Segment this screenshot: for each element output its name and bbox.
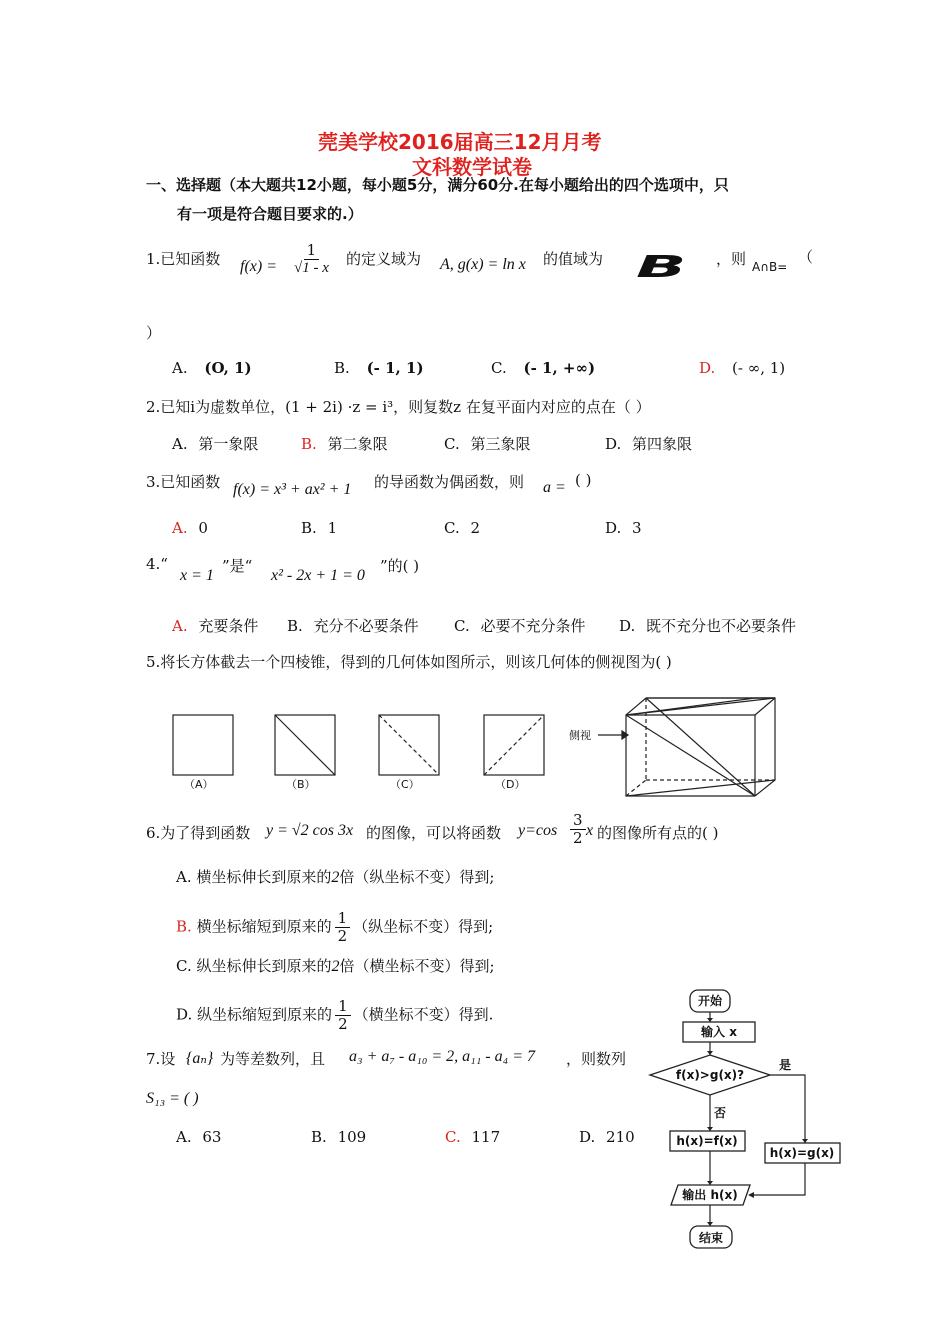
- flow-arrow: [750, 1163, 805, 1195]
- option-value: 第三象限: [470, 435, 531, 453]
- q6-option-d[interactable]: [176, 998, 493, 1033]
- option-value: 3: [632, 519, 642, 537]
- option-d-dashed-diagonal: [484, 715, 544, 775]
- option-value: 2: [470, 519, 481, 537]
- flow-no-branch-label: h(x)=f(x): [676, 1134, 738, 1148]
- option-value: 1: [327, 519, 338, 537]
- option-value: 210: [606, 1128, 635, 1146]
- option-text: 纵坐标伸长到原来的: [196, 957, 332, 975]
- option-value: (- 1, +∞): [523, 359, 596, 377]
- q4-option-a[interactable]: [172, 615, 258, 636]
- option-c-dashed-diagonal: [379, 715, 439, 775]
- q6-stem-a: 6.为了得到函数: [146, 824, 251, 842]
- option-label: A.: [176, 1128, 192, 1146]
- option-label: D.: [699, 359, 716, 377]
- q1-option-d[interactable]: [699, 359, 785, 377]
- option-a-square: [173, 715, 233, 775]
- q4-x2: x² - 2x + 1 = 0: [271, 567, 365, 584]
- q4-x1: x = 1: [180, 567, 214, 584]
- flow-start-label: 开始: [697, 994, 723, 1008]
- option-text: 横坐标缩短到原来的: [196, 917, 332, 936]
- q6-stem-b: 的图像，可以将函数: [366, 824, 502, 842]
- frac-num: 3: [570, 812, 586, 830]
- option-value: 63: [202, 1128, 222, 1146]
- q5-label-b: （B）: [286, 778, 316, 791]
- q7-option-a[interactable]: [176, 1128, 221, 1146]
- option-label: C.: [444, 435, 460, 453]
- arrow-head-icon: [622, 731, 628, 739]
- q7-option-d[interactable]: [579, 1128, 635, 1146]
- flow-no-label: 否: [713, 1106, 727, 1120]
- option-label: D.: [605, 435, 622, 453]
- cut-line: [646, 698, 755, 796]
- option-value: 既不充分也不必要条件: [646, 617, 797, 635]
- option-label: A.: [172, 519, 188, 537]
- option-value: 第二象限: [327, 435, 388, 453]
- frac-den: 2: [338, 1015, 348, 1033]
- option-value: (- ∞, 1): [732, 359, 786, 377]
- option-label: C.: [454, 617, 470, 635]
- q1-stem-d: ，则: [716, 250, 747, 268]
- q5-stem: 5.将长方体截去一个四棱锥，得到的几何体如图所示，则该几何体的侧视图为( ): [146, 653, 672, 671]
- flow-end-label: 结束: [698, 1231, 724, 1245]
- section-header-line1: 一、选择题（本大题共12小题，每小题5分，满分60分.在每小题给出的四个选项中，只: [146, 176, 729, 194]
- option-value: 必要不充分条件: [480, 617, 586, 635]
- q1-big-b-image: B: [636, 250, 687, 285]
- q3-option-d[interactable]: [605, 519, 642, 537]
- q6-option-a[interactable]: [176, 866, 494, 887]
- option-text: 倍（横坐标不变）得到;: [339, 957, 495, 975]
- option-label: D.: [176, 1005, 193, 1024]
- option-b-diagonal: [275, 715, 335, 775]
- q7-expr: a₃ + a₇ - a₁₀ = 2, a₁₁ - a₄ = 7: [349, 1048, 535, 1065]
- q5-label-c: （C）: [390, 778, 420, 791]
- q1-f-lhs: f(x) =: [240, 258, 277, 275]
- option-value: (- 1, 1): [366, 359, 424, 377]
- q1-frac-num: 1: [304, 242, 320, 260]
- q2-option-b[interactable]: [301, 433, 388, 454]
- option-number: 2: [331, 869, 340, 886]
- option-label: D.: [619, 617, 636, 635]
- q5-label-a: （A）: [184, 778, 214, 791]
- flow-decision-label: f(x)>g(x)?: [675, 1068, 745, 1082]
- q3-option-a[interactable]: [172, 519, 208, 537]
- q6-option-b[interactable]: [176, 910, 493, 945]
- cuboid-edge: [755, 698, 775, 715]
- q6-expr2: y=cos: [518, 822, 558, 839]
- option-number: 2: [331, 958, 340, 975]
- q7-stem-a: 7.设: [146, 1050, 176, 1068]
- option-text: 倍（纵坐标不变）得到;: [339, 868, 495, 886]
- q1-fraction: [294, 242, 329, 277]
- q2-option-d[interactable]: [605, 433, 692, 454]
- q5-side-view-label: 侧视: [569, 729, 591, 742]
- q4-stem-c: ”的( ): [380, 557, 420, 575]
- exam-subtitle: 文科数学试卷: [412, 155, 532, 179]
- option-label: B.: [301, 435, 317, 453]
- flow-output-label: 输出 h(x): [682, 1188, 738, 1202]
- q7-option-c[interactable]: [445, 1128, 500, 1146]
- q6-frac: [570, 812, 586, 847]
- option-value: 109: [337, 1128, 367, 1146]
- q6-expr2b: x: [586, 822, 594, 839]
- option-label: A.: [172, 435, 188, 453]
- cut-line: [626, 715, 755, 796]
- option-label: B.: [176, 917, 192, 936]
- option-label: B.: [301, 519, 317, 537]
- option-label: C.: [444, 519, 460, 537]
- flow-yes-branch-label: h(x)=g(x): [769, 1146, 835, 1160]
- option-label: D.: [605, 519, 622, 537]
- option-text: 纵坐标缩短到原来的: [197, 1005, 333, 1024]
- option-label: A.: [176, 868, 192, 886]
- q1-option-b[interactable]: [334, 359, 424, 377]
- q7-s13: S₁₃ = ( ): [146, 1090, 199, 1107]
- q4-stem-a: 4.“: [146, 555, 168, 573]
- option-label: B.: [311, 1128, 327, 1146]
- q2-stem: 2.已知i为虚数单位，(1 + 2i) ·z = i³，则复数z 在复平面内对应的点在（ ）: [146, 398, 651, 416]
- frac-num: 1: [335, 998, 351, 1016]
- flowchart: [640, 985, 850, 1255]
- option-value: 117: [471, 1128, 501, 1146]
- q3-option-c[interactable]: [444, 519, 480, 537]
- q6-expr1: y = √2 cos 3x: [266, 822, 354, 839]
- option-label: B.: [287, 617, 303, 635]
- frac-den: 2: [573, 829, 583, 847]
- option-value: 充要条件: [198, 617, 259, 635]
- q7-stem-c: ，则数列: [566, 1050, 627, 1068]
- option-value: (O, 1): [204, 359, 252, 377]
- q4-option-b[interactable]: [287, 615, 419, 636]
- q7-stem-b: 为等差数列，且: [220, 1050, 326, 1068]
- q1-mid-expr: A, g(x) = ln x: [440, 256, 526, 273]
- section-header-line2: 有一项是符合题目要求的.）: [177, 205, 363, 223]
- option-label: C.: [445, 1128, 461, 1146]
- option-value: 第四象限: [632, 435, 693, 453]
- q7-an: {aₙ}: [186, 1050, 214, 1067]
- option-label: A.: [172, 359, 188, 377]
- option-value: 0: [198, 519, 208, 537]
- q1-paren-close: ）: [146, 324, 162, 342]
- option-label: A.: [172, 617, 188, 635]
- flow-arrowhead-icon: [707, 1051, 713, 1055]
- frac-num: 1: [335, 910, 351, 928]
- exam-title: 莞美学校2016届高三12月月考: [318, 130, 602, 154]
- q4-stem-b: ”是“: [222, 557, 253, 575]
- q1-stem-a: 1.已知函数: [146, 250, 221, 268]
- flow-arrowhead-icon: [748, 1192, 754, 1198]
- option-label: C.: [491, 359, 507, 377]
- option-text: （横坐标不变）得到.: [353, 1005, 494, 1024]
- q5-label-d: （D）: [495, 778, 526, 791]
- option-text: （纵坐标不变）得到;: [353, 917, 494, 936]
- frac-den: 2: [337, 927, 348, 945]
- q1-option-a[interactable]: [172, 359, 252, 377]
- q3-stem-a: 3.已知函数: [146, 473, 221, 491]
- q2-option-c[interactable]: [444, 433, 531, 454]
- q2-option-a[interactable]: [172, 433, 258, 454]
- q1-stem-b: 的定义域为: [346, 250, 422, 268]
- q1-paren-open: （: [798, 248, 814, 266]
- q3-paren: ( ): [575, 471, 592, 489]
- q3-stem-b: 的导函数为偶函数，则: [374, 473, 525, 491]
- flow-input-label: 输入 x: [701, 1025, 737, 1039]
- q1-option-c[interactable]: [491, 359, 595, 377]
- q1-intersection: A∩B=: [752, 260, 788, 274]
- option-text: 横坐标伸长到原来的: [196, 868, 332, 886]
- flow-yes-label: 是: [778, 1058, 792, 1072]
- q6-stem-c: 的图像所有点的( ): [597, 824, 719, 842]
- option-label: C.: [176, 957, 192, 975]
- q4-option-c[interactable]: [454, 615, 586, 636]
- q1-stem-c: 的值域为: [543, 250, 604, 268]
- q5-figures: [160, 690, 800, 800]
- option-label: D.: [579, 1128, 596, 1146]
- q6-option-c[interactable]: [176, 955, 495, 976]
- option-value: 第一象限: [198, 435, 259, 453]
- option-value: 充分不必要条件: [313, 617, 419, 635]
- q1-frac-den: √1 - x: [294, 260, 329, 276]
- q7-option-b[interactable]: [311, 1128, 366, 1146]
- q3-a-eq: a =: [543, 479, 566, 496]
- q3-expr: f(x) = x³ + ax² + 1: [233, 481, 352, 498]
- q3-option-b[interactable]: [301, 519, 337, 537]
- flow-arrow: [770, 1075, 805, 1143]
- q4-option-d[interactable]: [619, 615, 796, 636]
- option-label: B.: [334, 359, 350, 377]
